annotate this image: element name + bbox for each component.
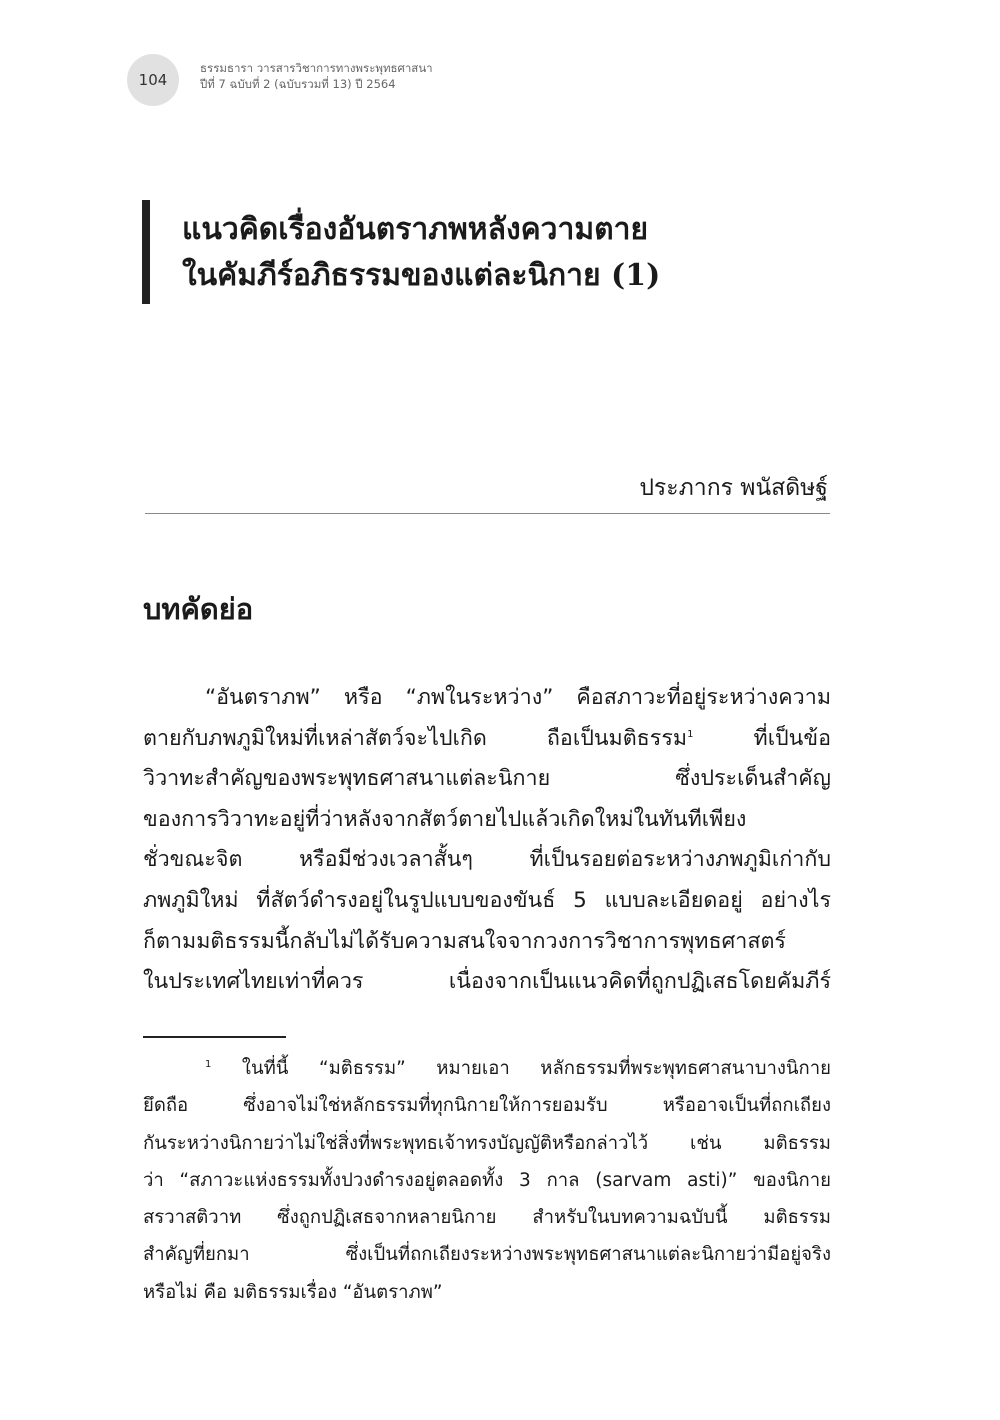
footnote-text: ในที่นี้ “มติธรรม” หมายเอา หลักธรรมที่พระพุทธศาสนาบางนิกาย (241, 1058, 831, 1079)
article-title (182, 207, 802, 299)
footnote-marker: 1 (205, 1058, 212, 1070)
title-line-1: แนวคิดเรื่องอันตราภพหลังความตาย (182, 212, 649, 247)
journal-name: ธรรมธารา วารสารวิชาการทางพระพุทธศาสนา (200, 61, 433, 75)
abstract-line (143, 719, 831, 760)
footnotes (143, 1050, 831, 1311)
author-name: ประภากร พนัสดิษฐ์ (639, 475, 828, 501)
abstract-heading: บทคัดย่อ (143, 592, 254, 626)
footnote-line: ว่า “สภาวะแห่งธรรมทั้งปวงดำรงอยู่ตลอดทั้ง 3 กาล (sarvam asti)” ของนิกาย (143, 1169, 831, 1191)
abstract-line: “อันตราภพ” หรือ “ภพในระหว่าง” คือสภาวะที่อยู่ระหว่างความ (205, 685, 831, 710)
abstract-line-text: ตายกับภพภูมิใหม่ที่เหล่าสัตว์จะไปเกิด ถือเป็นมติธรรม (143, 725, 688, 751)
abstract-line-tail: ที่เป็นข้อ (753, 725, 831, 751)
page-number: 104 (138, 71, 168, 89)
footnote-line: สำคัญที่ยกมา ซึ่งเป็นที่ถกเถียงระหว่างพระพุทธศาสนาแต่ละนิกายว่ามีอยู่จริง (143, 1244, 831, 1266)
page-number-badge (127, 54, 179, 106)
abstract-line: ภพภูมิใหม่ ที่สัตว์ดำรงอยู่ในรูปแบบของขันธ์ 5 แบบละเอียดอยู่ อย่างไร (143, 887, 831, 913)
footnote-line (143, 1050, 831, 1087)
footnote-line: ยึดถือ ซึ่งอาจไม่ใช่หลักธรรมที่ทุกนิกายให้การยอมรับ หรืออาจเป็นที่ถกเถียง (143, 1095, 831, 1117)
running-header (200, 60, 433, 92)
title-line-2: ในคัมภีร์อภิธรรมของแต่ละนิกาย (1) (182, 258, 661, 293)
title-accent-bar (142, 200, 150, 304)
abstract-line: ของการวิวาทะอยู่ที่ว่าหลังจากสัตว์ตายไปแล้วเกิดใหม่ในทันทีเพียง (143, 806, 747, 832)
footnote-line: สรวาสติวาท ซึ่งถูกปฏิเสธจากหลายนิกาย สำหรับในบทความฉบับนี้ มติธรรม (143, 1207, 831, 1229)
author-divider (145, 513, 830, 514)
abstract-line: ชั่วขณะจิต หรือมีช่วงเวลาสั้นๆ ที่เป็นรอยต่อระหว่างภพภูมิเก่ากับ (143, 847, 831, 873)
footnote-reference[interactable]: 1 (687, 728, 694, 740)
footnote-line: หรือไม่ คือ มติธรรมเรื่อง “อันตราภพ” (143, 1281, 443, 1303)
footnote-line: กันระหว่างนิกายว่าไม่ใช่สิ่งที่พระพุทธเจ้าทรงบัญญัติหรือกล่าวไว้ เช่น มติธรรม (143, 1132, 831, 1154)
abstract-line: ในประเทศไทยเท่าที่ควร เนื่องจากเป็นแนวคิดที่ถูกปฏิเสธโดยคัมภีร์ (143, 969, 831, 995)
footnote-divider (143, 1036, 286, 1038)
abstract-body (143, 678, 831, 1003)
journal-issue: ปีที่ 7 ฉบับที่ 2 (ฉบับรวมที่ 13) ปี 2564 (200, 77, 396, 91)
abstract-line: ก็ตามมติธรรมนี้กลับไม่ได้รับความสนใจจากวงการวิชาการพุทธศาสตร์ (143, 928, 786, 954)
abstract-line: วิวาทะสำคัญของพระพุทธศาสนาแต่ละนิกาย ซึ่งประเด็นสำคัญ (143, 766, 831, 792)
